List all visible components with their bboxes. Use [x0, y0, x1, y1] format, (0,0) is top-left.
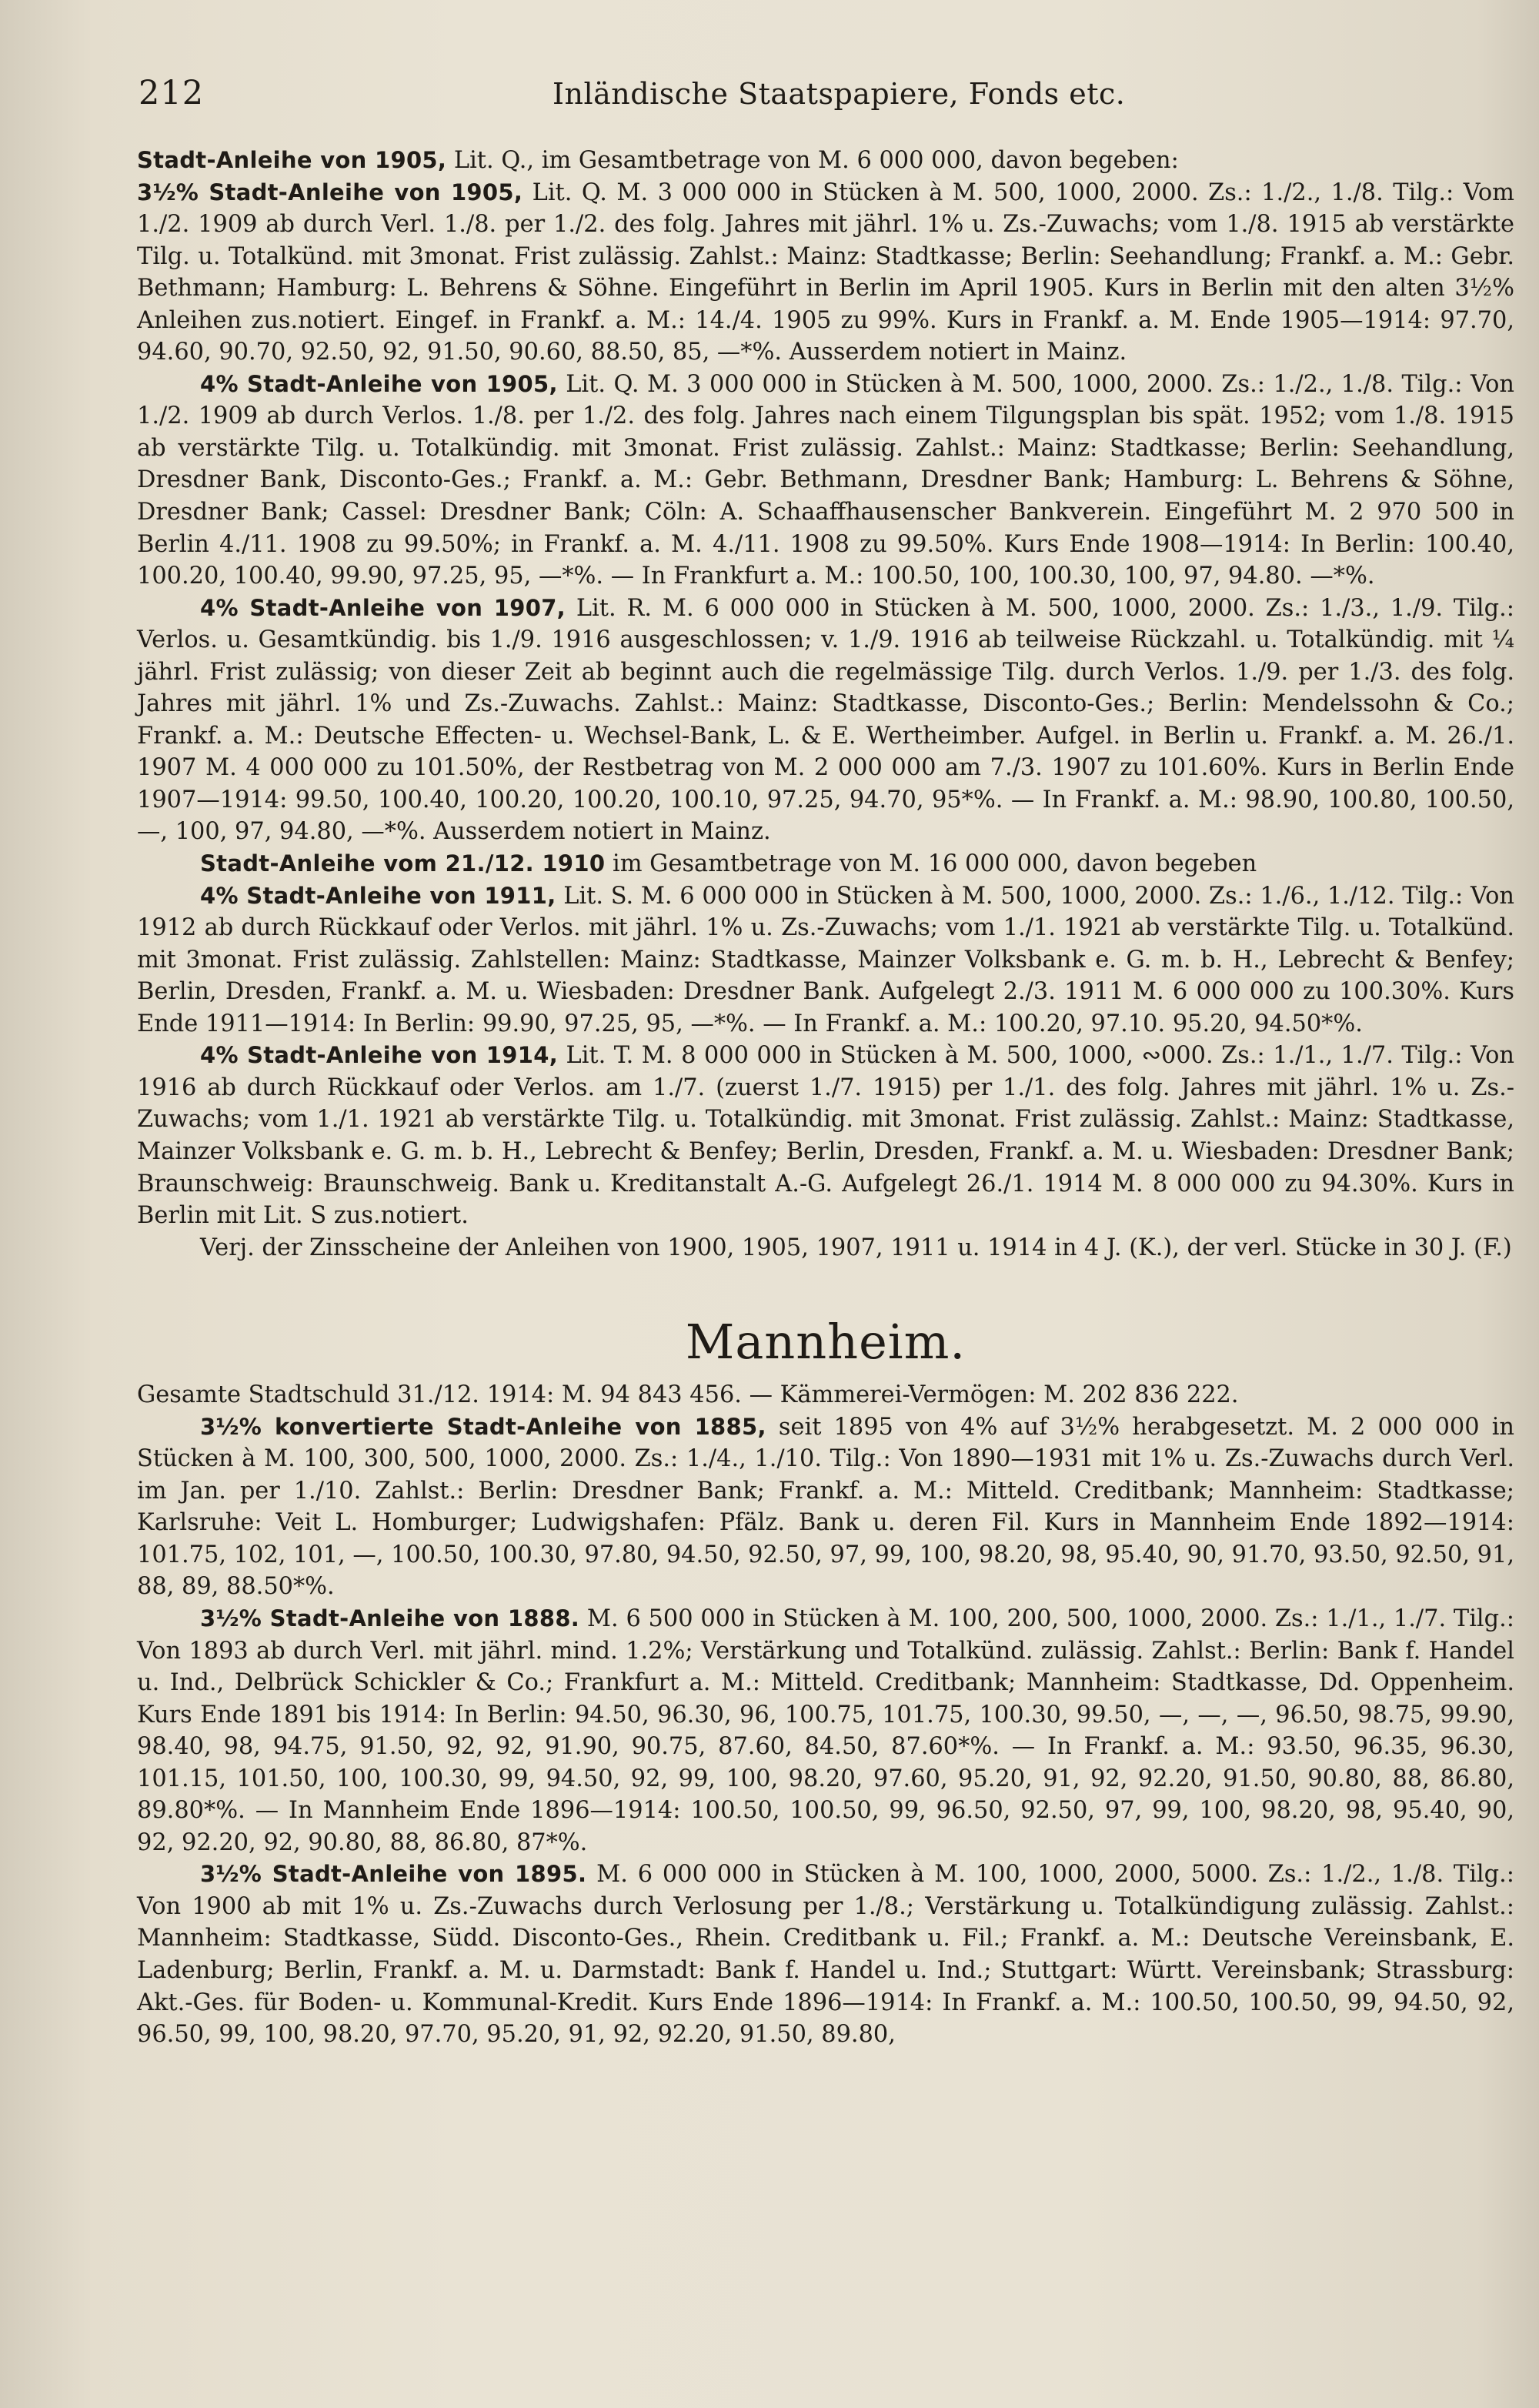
mannheim-entry-2 — [137, 1603, 1514, 1859]
entry-title: 3½% konvertierte Stadt-Anleihe von 1885, — [200, 1413, 766, 1440]
entry-title: Stadt-Anleihe von 1905, — [137, 147, 447, 173]
mannheim-entry-1 — [137, 1411, 1514, 1603]
mainz-entry-2 — [137, 177, 1514, 369]
mainz-entry-4 — [137, 593, 1514, 848]
entry-text: Lit. Q. M. 3 000 000 in Stücken à M. 500, 1000, 2000. Zs.: 1./2., 1./8. Tilg.: Von 1./2. 1909 ab durch Verlos. 1./8. per 1./2. des folg. Jahres nach einem Tilgungsplan bis spät. 1952; vom 1./8. 1915 ab verstärkte Tilg. u. Totalkündig. mit 3monat. Frist zulässig. Zahlst.: Mainz: Stadtkasse; Berlin: Seehandlung, Dresdner Bank, Disconto-Ges.; Frankf. a. M.: Gebr. Bethmann, Dresdner Bank; Hamburg: L. Behrens & Söhne, Dresdner Bank; Cassel: Dresdner Bank; Cöln: A. Schaaffhausenscher Bankverein. Eingeführt M. 2 970 500 in Berlin 4./11. 1908 zu 99.50%; in Frankf. a. M. 4./11. 1908 zu 99.50%. Kurs Ende 1908—1914: In Berlin: 100.40, 100.20, 100.40, 99.90, 97.25, 95, —*%. — In Frankfurt a. M.: 100.50, 100, 100.30, 100, 97, 94.80. —*%. — [137, 370, 1514, 590]
mannheim-entry-3 — [137, 1859, 1514, 2050]
entry-text: Lit. T. M. 8 000 000 in Stücken à M. 500, 1000, ∾000. Zs.: 1./1., 1./7. Tilg.: Von 1916 ab durch Rückkauf oder Verlos. am 1./7. (zuerst 1./7. 1915) per 1./1. des folg. Jahres mit jährl. 1% u. Zs.-Zuwachs; vom 1./1. 1921 ab verstärkte Tilg. u. Totalkündig. mit 3monat. Frist zulässig. Zahlst.: Mainz: Stadtkasse, Mainzer Volksbank e. G. m. b. H., Lebrecht & Benfey; Berlin, Dresden, Frankf. a. M. u. Wiesbaden: Dresdner Bank; Braunschweig: Braunschweig. Bank u. Kreditanstalt A.-G. Aufgelegt 26./1. 1914 M. 8 000 000 zu 94.30%. Kurs in Berlin mit Lit. S zus.notiert. — [137, 1042, 1514, 1230]
entry-text: M. 6 000 000 in Stücken à M. 100, 1000, 2000, 5000. Zs.: 1./2., 1./8. Tilg.: Von 1900 ab mit 1% u. Zs.-Zuwachs durch Verlosung per 1./8.; Verstärkung u. Totalkündigung zulässig. Zahlst.: Mannheim: Stadtkasse, Südd. Disconto-Ges., Rhein. Creditbank u. Fil.; Frankf. a. M.: Deutsche Vereinsbank, E. Ladenburg; Berlin, Frankf. a. M. u. Darmstadt: Bank f. Handel u. Ind.; Stuttgart: Württ. Vereinsbank; Strassburg: Akt.-Ges. für Boden- u. Kommunal-Kredit. Kurs Ende 1896—1914: In Frankf. a. M.: 100.50, 100.50, 99, 94.50, 92, 96.50, 99, 100, 98.20, 97.70, 95.20, 91, 92, 92.20, 91.50, 89.80, — [137, 1861, 1514, 2049]
mainz-entry-1 — [137, 145, 1514, 177]
entry-text: seit 1895 von 4% auf 3½% herabgesetzt. M. 2 000 000 in Stücken à M. 100, 300, 500, 1000, 2000. Zs.: 1./4., 1./10. Tilg.: Von 1890—1931 mit 1% u. Zs.-Zuwachs durch Verl. im Jan. per 1./10. Zahlst.: Berlin: Dresdner Bank; Frankf. a. M.: Mitteld. Creditbank; Mannheim: Stadtkasse; Karlsruhe: Veit L. Homburger; Ludwigshafen: Pfälz. Bank u. deren Fil. Kurs in Mannheim Ende 1892—1914: 101.75, 102, 101, —, 100.50, 100.30, 97.80, 94.50, 92.50, 97, 99, 100, 98.20, 98, 95.40, 90, 91.70, 93.50, 92.50, 91, 88, 89, 88.50*%. — [137, 1413, 1514, 1601]
page-number: 212 — [139, 74, 205, 112]
page-body — [137, 145, 1514, 2051]
page-header — [137, 74, 1508, 112]
mainz-entry-6 — [137, 880, 1514, 1040]
entry-text: Lit. R. M. 6 000 000 in Stücken à M. 500, 1000, 2000. Zs.: 1./3., 1./9. Tilg.: Verlos. u. Gesamtkündig. bis 1./9. 1916 ausgeschlossen; v. 1./9. 1916 ab teilweise Rückzahl. u. Totalkündig. mit ¼ jährl. Frist zulässig; von dieser Zeit ab beginnt auch die regelmässige Tilg. durch Verlos. 1./9. per 1./3. des folg. Jahres mit jährl. 1% und Zs.-Zuwachs. Zahlst.: Mainz: Stadtkasse, Disconto-Ges.; Berlin: Mendelssohn & Co.; Frankf. a. M.: Deutsche Effecten- u. Wechsel-Bank, L. & E. Wertheimber. Aufgel. in Berlin u. Frankf. a. M. 26./1. 1907 M. 4 000 000 zu 101.50%, der Restbetrag von M. 2 000 000 am 7./3. 1907 zu 101.60%. Kurs in Berlin Ende 1907—1914: 99.50, 100.40, 100.20, 100.20, 100.10, 97.25, 94.70, 95*%. — In Frankf. a. M.: 98.90, 100.80, 100.50, —, 100, 97, 94.80, —*%. Ausserdem notiert in Mainz. — [137, 594, 1514, 846]
entry-title: 3½% Stadt-Anleihe von 1888. — [200, 1605, 580, 1631]
mainz-entry-3 — [137, 369, 1514, 593]
entry-title: 4% Stadt-Anleihe von 1905, — [200, 370, 558, 397]
entry-text: im Gesamtbetrage von M. 16 000 000, davon begeben — [605, 850, 1257, 878]
entry-text: Lit. Q. M. 3 000 000 in Stücken à M. 500, 1000, 2000. Zs.: 1./2., 1./8. Tilg.: Vom 1./2. 1909 ab durch Verl. 1./8. per 1./2. des folg. Jahres mit jährl. 1% u. Zs.-Zuwachs; vom 1./8. 1915 ab verstärkte Tilg. u. Totalkünd. mit 3monat. Frist zulässig. Zahlst.: Mainz: Stadtkasse; Berlin: Seehandlung; Frankf. a. M.: Gebr. Bethmann; Hamburg: L. Behrens & Söhne. Eingeführt in Berlin im April 1905. Kurs in Berlin mit den alten 3½% Anleihen zus.notiert. Eingef. in Frankf. a. M.: 14./4. 1905 zu 99%. Kurs in Frankf. a. M. Ende 1905—1914: 97.70, 94.60, 90.70, 92.50, 92, 91.50, 90.60, 88.50, 85, —*%. Ausserdem notiert in Mainz. — [137, 179, 1514, 366]
mannheim-intro: Gesamte Stadtschuld 31./12. 1914: M. 94 843 456. — Kämmerei-Vermögen: M. 202 836 222. — [137, 1381, 1239, 1409]
section-title-mannheim: Mannheim. — [685, 1314, 966, 1371]
entry-title: 3½% Stadt-Anleihe von 1905, — [137, 179, 523, 205]
mainz-entry-5 — [137, 848, 1514, 880]
entry-title: Stadt-Anleihe vom 21./12. 1910 — [200, 850, 606, 877]
mainz-verjaehrung-note: Verj. der Zinsscheine der Anleihen von 1900, 1905, 1907, 1911 u. 1914 in 4 J. (K.), der verl. Stücke in 30 J. (F.) — [200, 1234, 1512, 1261]
entry-title: 4% Stadt-Anleihe von 1911, — [200, 882, 556, 909]
entry-text: Lit. S. M. 6 000 000 in Stücken à M. 500, 1000, 2000. Zs.: 1./6., 1./12. Tilg.: Von 1912 ab durch Rückkauf oder Verlos. mit jährl. 1% u. Zs.-Zuwachs; vom 1./1. 1921 ab verstärkte Tilg. u. Totalkünd. mit 3monat. Frist zulässig. Zahlstellen: Mainz: Stadtkasse, Mainzer Volksbank e. G. m. b. H., Lebrecht & Benfey; Berlin, Dresden, Frankf. a. M. u. Wiesbaden: Dresdner Bank. Aufgelegt 2./3. 1911 M. 6 000 000 zu 100.30%. Kurs Ende 1911—1914: In Berlin: 99.90, 97.25, 95, —*%. — In Frankf. a. M.: 100.20, 97.10. 95.20, 94.50*%. — [137, 882, 1514, 1037]
entry-title: 4% Stadt-Anleihe von 1914, — [200, 1042, 559, 1069]
entry-text: M. 6 500 000 in Stücken à M. 100, 200, 500, 1000, 2000. Zs.: 1./1., 1./7. Tilg.: Von 1893 ab durch Verl. mit jährl. mind. 1.2%; Verstärkung und Totalkünd. zulässig. Zahlst.: Berlin: Bank f. Handel u. Ind., Delbrück Schickler & Co.; Frankfurt a. M.: Mitteld. Creditbank; Mannheim: Stadtkasse, Dd. Oppenheim. Kurs Ende 1891 bis 1914: In Berlin: 94.50, 96.30, 96, 100.75, 101.75, 100.30, 99.50, —, —, —, 96.50, 98.75, 99.90, 98.40, 98, 94.75, 91.50, 92, 92, 91.90, 90.75, 87.60, 84.50, 87.60*%. — In Frankf. a. M.: 93.50, 96.35, 96.30, 101.15, 101.50, 100, 100.30, 99, 94.50, 92, 99, 100, 98.20, 97.60, 95.20, 91, 92, 92.20, 91.50, 90.80, 88, 86.80, 89.80*%. — In Mannheim Ende 1896—1914: 100.50, 100.50, 99, 96.50, 92.50, 97, 99, 100, 98.20, 98, 95.40, 90, 92, 92.20, 92, 90.80, 88, 86.80, 87*%. — [137, 1605, 1514, 1856]
entry-title: 3½% Stadt-Anleihe von 1895. — [200, 1861, 587, 1888]
mainz-entry-7 — [137, 1040, 1514, 1231]
entry-title: 4% Stadt-Anleihe von 1907, — [200, 594, 566, 621]
running-head: Inländische Staatspapiere, Fonds etc. — [553, 77, 1126, 111]
entry-text: Lit. Q., im Gesamtbetrage von M. 6 000 000, davon begeben: — [446, 147, 1179, 174]
